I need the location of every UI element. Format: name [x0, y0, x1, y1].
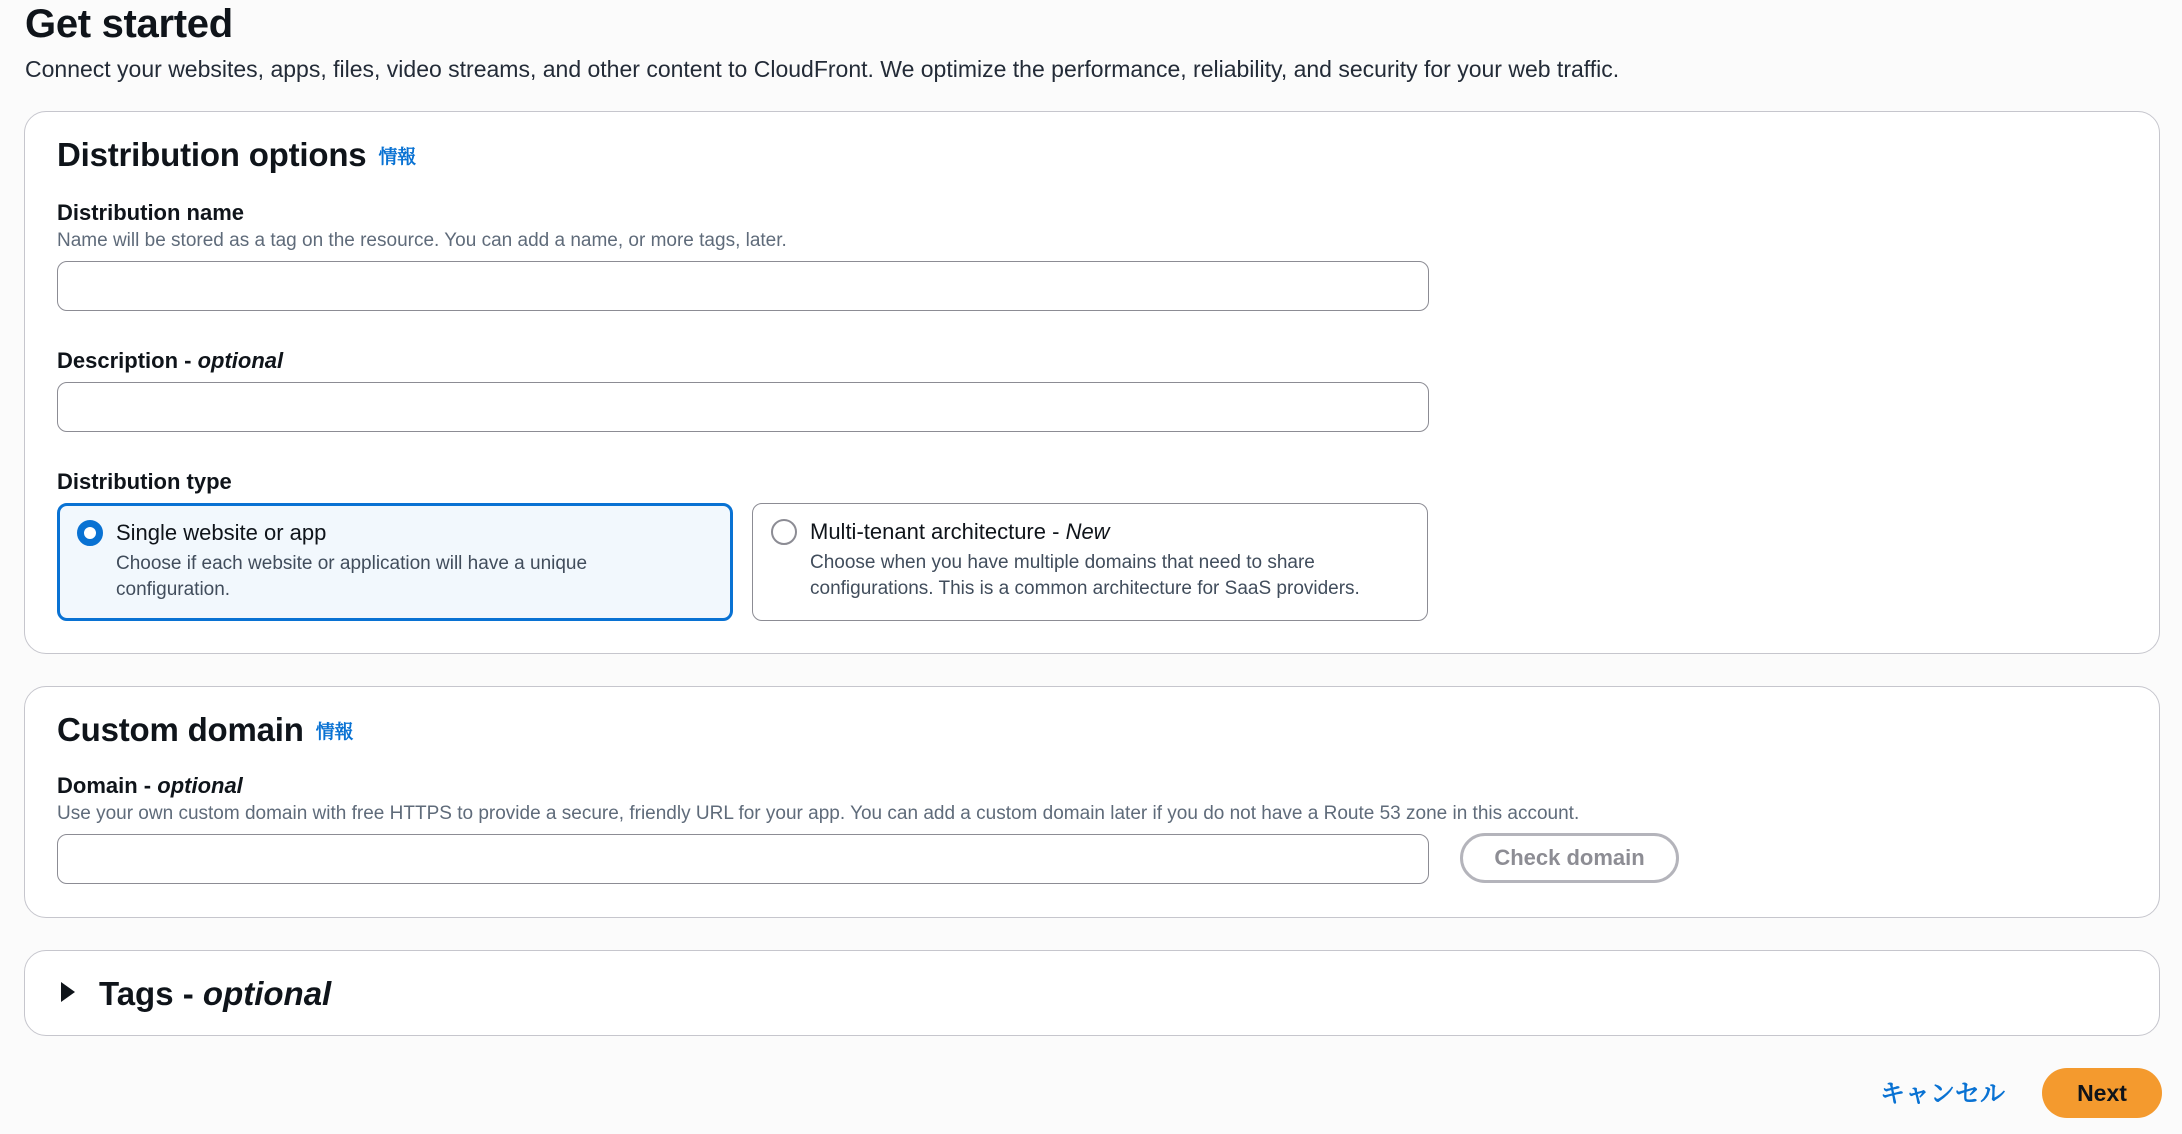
distribution-type-single-tile[interactable] [57, 503, 733, 621]
page-description: Connect your websites, apps, files, video streams, and other content to CloudFront. We optimize the performance, reliability, and security for your web traffic. [25, 56, 1620, 82]
caret-right-icon[interactable] [61, 982, 75, 1002]
domain-optional-tag: optional [157, 773, 243, 798]
distribution-name-input[interactable] [57, 261, 1429, 311]
custom-domain-info-link[interactable]: 情報 [315, 722, 354, 743]
distribution-options-title: Distribution options [57, 136, 367, 173]
distribution-options-panel [24, 111, 2160, 654]
distribution-name-label: Distribution name [57, 200, 245, 225]
new-tag: New [1065, 519, 1110, 544]
custom-domain-heading [57, 711, 353, 749]
distribution-type-multi-tile[interactable] [752, 503, 1428, 621]
tags-title: Tags [99, 975, 174, 1012]
next-button[interactable]: Next [2042, 1068, 2162, 1118]
domain-label-text: Domain [57, 773, 138, 798]
tags-title-row[interactable]: Tags - optional [99, 975, 332, 1012]
multi-tenant-title-row: Multi-tenant architecture - New [810, 519, 1110, 544]
custom-domain-panel [24, 686, 2160, 918]
tags-optional-tag: optional [202, 975, 332, 1012]
page-title: Get started [25, 2, 233, 46]
cancel-button[interactable]: キャンセル [1880, 1074, 2005, 1110]
tags-panel[interactable] [24, 950, 2160, 1036]
multi-tenant-description: Choose when you have multiple domains that need to share configurations. This is a common architecture for SaaS providers. [810, 552, 1360, 599]
domain-input[interactable] [57, 834, 1429, 884]
distribution-name-hint: Name will be stored as a tag on the resource. You can add a name, or more tags, later. [57, 230, 787, 251]
check-domain-button[interactable]: Check domain [1460, 833, 1679, 883]
multi-tenant-title: Multi-tenant architecture [810, 519, 1046, 544]
distribution-options-info-link[interactable]: 情報 [378, 147, 417, 168]
domain-hint: Use your own custom domain with free HTTPS to provide a secure, friendly URL for your app. You can add a custom domain later if you do not have a Route 53 zone in this account. [57, 803, 1580, 824]
distribution-options-heading [57, 136, 416, 174]
custom-domain-title: Custom domain [57, 711, 304, 748]
multi-tenant-radio[interactable] [771, 519, 797, 545]
description-label-text: Description [57, 348, 179, 373]
single-website-description: Choose if each website or application will have a unique configuration. [116, 553, 588, 600]
description-input[interactable] [57, 382, 1429, 432]
description-optional-tag: optional [197, 348, 284, 373]
distribution-type-label: Distribution type [57, 469, 232, 494]
single-website-radio[interactable] [77, 520, 103, 546]
domain-label: Domain - optional [57, 773, 243, 798]
single-website-title: Single website or app [116, 520, 327, 545]
description-label: Description - optional [57, 348, 284, 373]
